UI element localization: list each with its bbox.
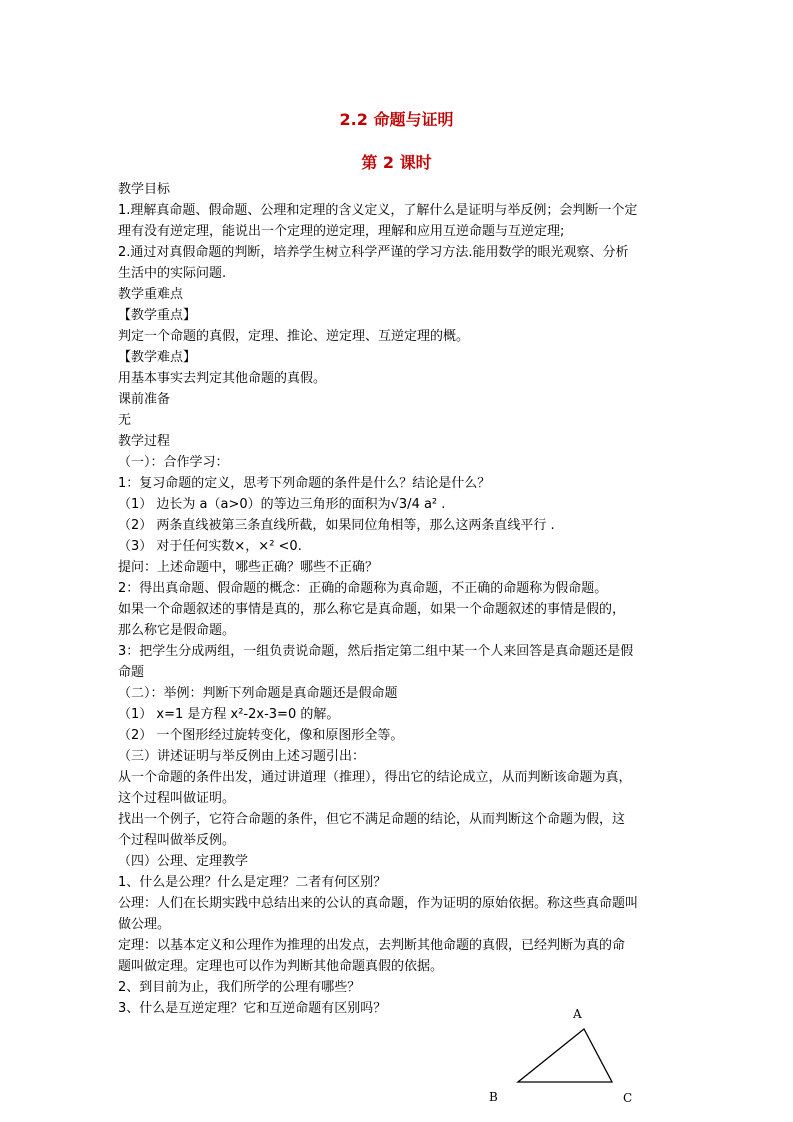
text-line: 题叫做定理。定理也可以作为判断其他命题真假的依据。 bbox=[118, 959, 444, 974]
text-line: 2.通过对真假命题的判断，培养学生树立科学严谨的学习方法.能用数学的眼光观察、分析 bbox=[118, 245, 629, 260]
text-line: 公理：人们在长期实践中总结出来的公认的真命题，作为证明的原始依据。称这些真命题叫 bbox=[118, 896, 639, 911]
text-line: 1.理解真命题、假命题、公理和定理的含义定义，了解什么是证明与举反例；会判断一个定 bbox=[118, 203, 638, 218]
text-line: 教学重难点 bbox=[118, 287, 184, 302]
text-line: 这个过程叫做证明。 bbox=[118, 791, 236, 806]
text-line: 找出一个例子，它符合命题的条件，但它不满足命题的结论，从而判断这个命题为假，这 bbox=[118, 812, 626, 827]
text-line: 课前准备 bbox=[118, 392, 171, 407]
text-line: 提问：上述命题中，哪些正确？哪些不正确？ bbox=[118, 560, 379, 575]
text-line: 理有没有逆定理，能说出一个定理的逆定理，理解和应用互逆命题与互逆定理; bbox=[118, 224, 565, 239]
text-line: 3：把学生分成两组，一组负责说命题，然后指定第二组中某一个人来回答是真命题还是假 bbox=[118, 644, 634, 659]
text-line: 如果一个命题叙述的事情是真的，那么称它是真命题，如果一个命题叙述的事情是假的， bbox=[118, 602, 626, 617]
text-line: 判定一个命题的真假，定理、推论、逆定理、互逆定理的概。 bbox=[118, 329, 470, 344]
text-line: 命题 bbox=[118, 665, 145, 680]
vertex-label-a: A bbox=[573, 1007, 582, 1021]
text-line: 个过程叫做举反例。 bbox=[118, 833, 236, 848]
text-line: 定理：以基本定义和公理作为推理的出发点，去判断其他命题的真假，已经判断为真的命 bbox=[118, 938, 626, 953]
text-line: 3、什么是互逆定理？它和互逆命题有区别吗？ bbox=[118, 1001, 387, 1016]
vertex-label-c: C bbox=[623, 1091, 633, 1105]
text-line: （3） 对于任何实数×，×² <0. bbox=[118, 539, 302, 554]
text-line: 2、到目前为止，我们所学的公理有哪些？ bbox=[118, 980, 361, 995]
text-line: 无 bbox=[118, 413, 132, 428]
text-line: 教学过程 bbox=[118, 434, 171, 449]
triangle-abc bbox=[518, 1029, 612, 1082]
text-line: 用基本事实去判定其他命题的真假。 bbox=[118, 371, 327, 386]
vertex-label-b: B bbox=[489, 1090, 498, 1104]
text-line: （2） 一个图形经过旋转变化，像和原图形全等。 bbox=[118, 728, 404, 743]
text-line: （二）：举例：判断下列命题是真命题还是假命题 bbox=[118, 686, 398, 701]
text-line: 1、什么是公理？什么是定理？二者有何区别？ bbox=[118, 875, 387, 890]
text-line: （1） x=1 是方程 x²-2x-3=0 的解。 bbox=[118, 707, 340, 722]
text-line: 做公理。 bbox=[118, 917, 171, 932]
text-line: 【教学重点】 bbox=[118, 308, 197, 323]
text-line: 生活中的实际问题. bbox=[118, 266, 227, 281]
text-line: 教学目标 bbox=[118, 182, 171, 197]
text-line: 从一个命题的条件出发，通过讲道理（推理），得出它的结论成立，从而判断该命题为真， bbox=[118, 770, 632, 785]
document-subtitle: 第 2 课时 bbox=[361, 153, 432, 172]
document-title: 2.2 命题与证明 bbox=[339, 110, 454, 129]
text-line: （2） 两条直线被第三条直线所截，如果同位角相等，那么这两条直线平行 . bbox=[118, 518, 555, 533]
text-line: （三）讲述证明与举反例由上述习题引出： bbox=[118, 749, 366, 764]
text-line: （四）公理、定理教学 bbox=[118, 854, 249, 869]
text-line: （一）：合作学习： bbox=[118, 455, 229, 470]
text-line: 【教学难点】 bbox=[118, 350, 197, 365]
text-line: 1：复习命题的定义，思考下列命题的条件是什么？结论是什么？ bbox=[118, 476, 491, 491]
text-line: 那么称它是假命题。 bbox=[118, 623, 236, 638]
text-line: （1） 边长为 a（a>0）的等边三角形的面积为√3/4 a² . bbox=[118, 497, 446, 512]
text-line: 2：得出真命题、假命题的概念：正确的命题称为真命题，不正确的命题称为假命题。 bbox=[118, 581, 608, 596]
